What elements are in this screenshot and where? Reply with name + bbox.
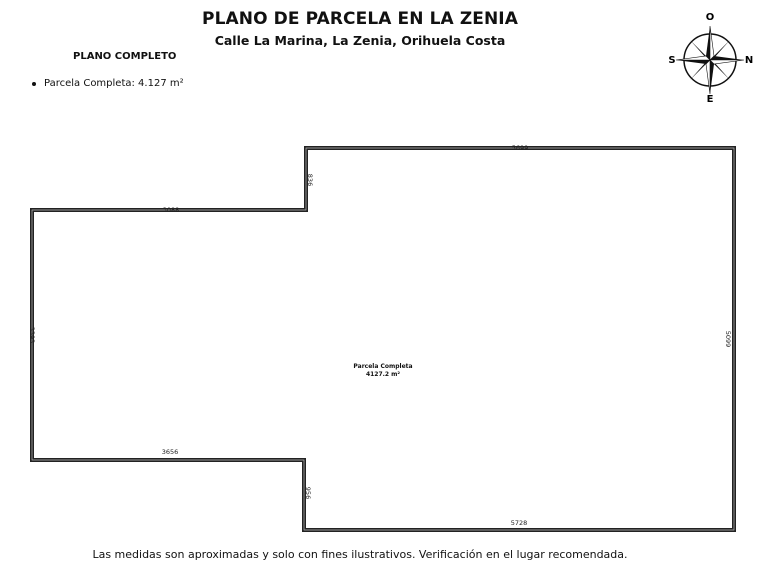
disclaimer-note: Las medidas son aproximadas y solo con fines ilustrativos. Verificación en el lugar recomendada.: [92, 548, 628, 561]
measure-top: 5699: [511, 144, 529, 152]
section-title: PLANO COMPLETO: [73, 51, 177, 62]
parcel-area: 4127.2 m²: [365, 371, 401, 378]
measure-notch-top: 836: [306, 173, 314, 187]
compass-south-label: E: [706, 94, 714, 105]
measure-top-left: 3088: [162, 206, 180, 214]
measure-right: 5099: [724, 330, 732, 348]
parcel-outline: [32, 148, 734, 530]
measure-notch-bottom: 956: [304, 486, 312, 500]
plan-title: PLANO DE PARCELA EN LA ZENIA: [202, 9, 518, 29]
measure-bottom-left: 3656: [161, 448, 179, 456]
parcel-name: Parcela Completa: [353, 363, 413, 370]
compass-east-label: N: [744, 55, 754, 66]
legend-item-label: Parcela Completa: 4.127 m²: [44, 78, 184, 89]
measure-bottom: 5728: [510, 519, 528, 527]
compass-north-label: O: [705, 12, 715, 23]
measure-left: 3393: [28, 326, 36, 344]
plan-subtitle: Calle La Marina, La Zenia, Orihuela Costa: [214, 33, 506, 48]
compass-west-label: S: [668, 55, 676, 66]
